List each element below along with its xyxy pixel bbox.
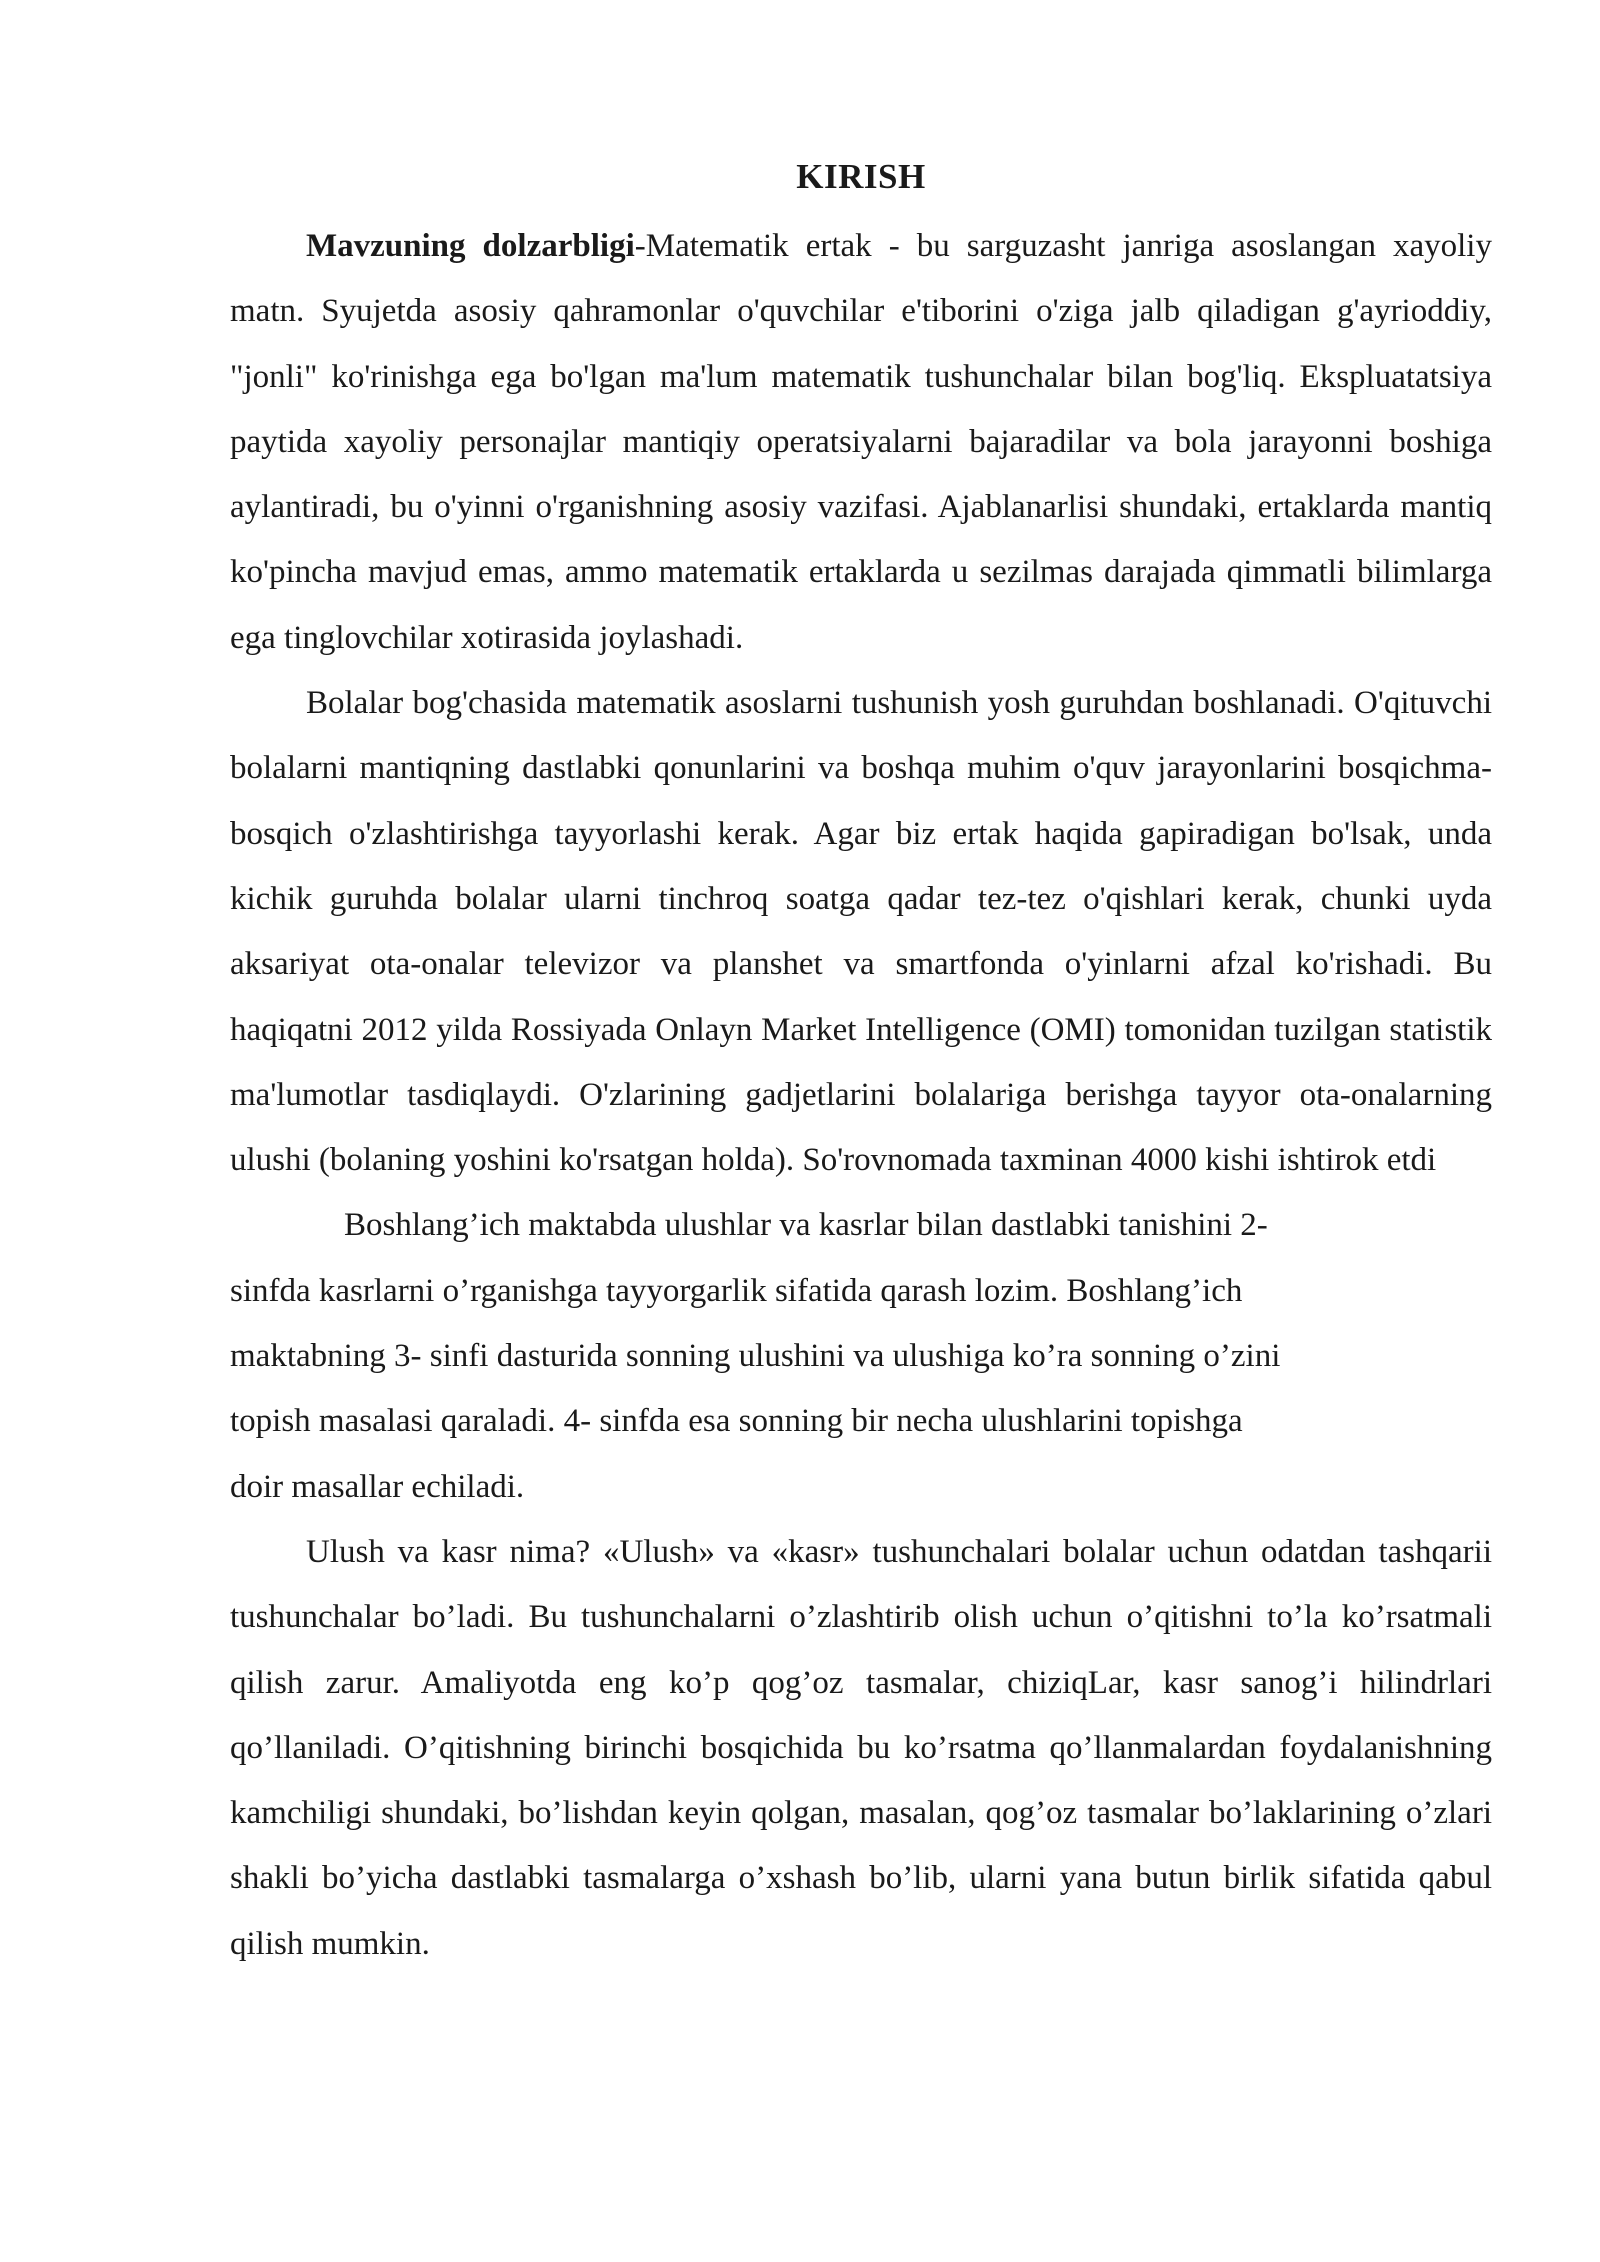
text-line: topish masalasi qaraladi. 4- sinfda esa sonning bir necha ulushlarini topishga: [230, 1403, 1243, 1440]
paragraph-body: -Matematik ertak - bu sarguzasht janriga asoslangan xayoliy matn. Syujetda asosiy qahramonlar o'quvchilar e'tiborini o'ziga jalb qiladigan g'ayrioddiy, "jonli" ko'rinishga ega bo'lgan ma'lum matematik tushunchalar bilan bog'liq. Ekspluatatsiya paytida xayoliy personajlar mantiqiy operatsiyalarni bajaradilar va bola jarayonni boshiga aylantiradi, bu o'yinni o'rganishning asosiy vazifasi. Ajablanarlisi shundaki, ertaklarda mantiq ko'pincha mavjud emas, ammo matematik ertaklarda u sezilmas darajada qimmatli bilimlarga ega tinglovchilar xotirasida joylashadi.: [230, 228, 1492, 656]
paragraph-kindergarten: Bolalar bog'chasida matematik asoslarni tushunish yosh guruhdan boshlanadi. O'qituvchi bolalarni mantiqning dastlabki qonunlarini va boshqa muhim o'quv jarayonlarini bosqichma-bosqich o'zlashtirishga tayyorlashi kerak. Agar biz ertak haqida gapiradigan bo'lsak, unda kichik guruhda bolalar ularni tinchroq soatga qadar tez-tez o'qishlari kerak, chunki uyda aksariyat ota-onalar televizor va planshet va smartfonda o'yinlarni afzal ko'rishadi. Bu haqiqatni 2012 yilda Rossiyada Onlayn Market Intelligence (OMI) tomonidan tuzilgan statistik ma'lumotlar tasdiqlaydi. O'zlarining gadjetlarini bolalariga berishga tayyor ota-onalarning ulushi (bolaning yoshini ko'rsatgan holda). So'rovnomada taxminan 4000 kishi ishtirok etdi: [230, 685, 1492, 1179]
paragraph-primary-school: [230, 1193, 1492, 1519]
text-line: maktabning 3- sinfi dasturida sonning ulushini va ulushiga ko’ra sonning o’zini: [230, 1338, 1281, 1375]
paragraph-fractions: Ulush va kasr nima? «Ulush» va «kasr» tushunchalari bolalar uchun odatdan tashqarii tushunchalar bo’ladi. Bu tushunchalarni o’zlashtirib olish uchun o’qitishni to’la ko’rsatmali qilish zarur. Amaliyotda eng ko’p qog’oz tasmalar, chiziqLar, kasr sanog’i hilindrlari qo’llaniladi. O’qitishning birinchi bosqichida bu ko’rsatma qo’llanmalardan foydalanishning kamchiligi shundaki, bo’lishdan keyin qolgan, masalan, qog’oz tasmalar bo’laklarining o’zlari shakli bo’yicha dastlabki tasmalarga o’xshash bo’lib, ularni yana butun birlik sifatida qabul qilish mumkin.: [230, 1533, 1492, 1962]
document-page: [230, 150, 1492, 1977]
paragraph-lead: Mavzuning dolzarbligi: [306, 228, 635, 264]
page-title: KIRISH: [796, 157, 926, 196]
paragraph-relevance: [230, 214, 1492, 671]
text-line: sinfda kasrlarni o’rganishga tayyorgarlik sifatida qarash lozim. Boshlang’ich: [230, 1272, 1243, 1309]
text-line: doir masallar echiladi.: [230, 1468, 525, 1505]
text-line: Boshlang’ich maktabda ulushlar va kasrlar bilan dastlabki tanishini 2-: [344, 1207, 1268, 1244]
